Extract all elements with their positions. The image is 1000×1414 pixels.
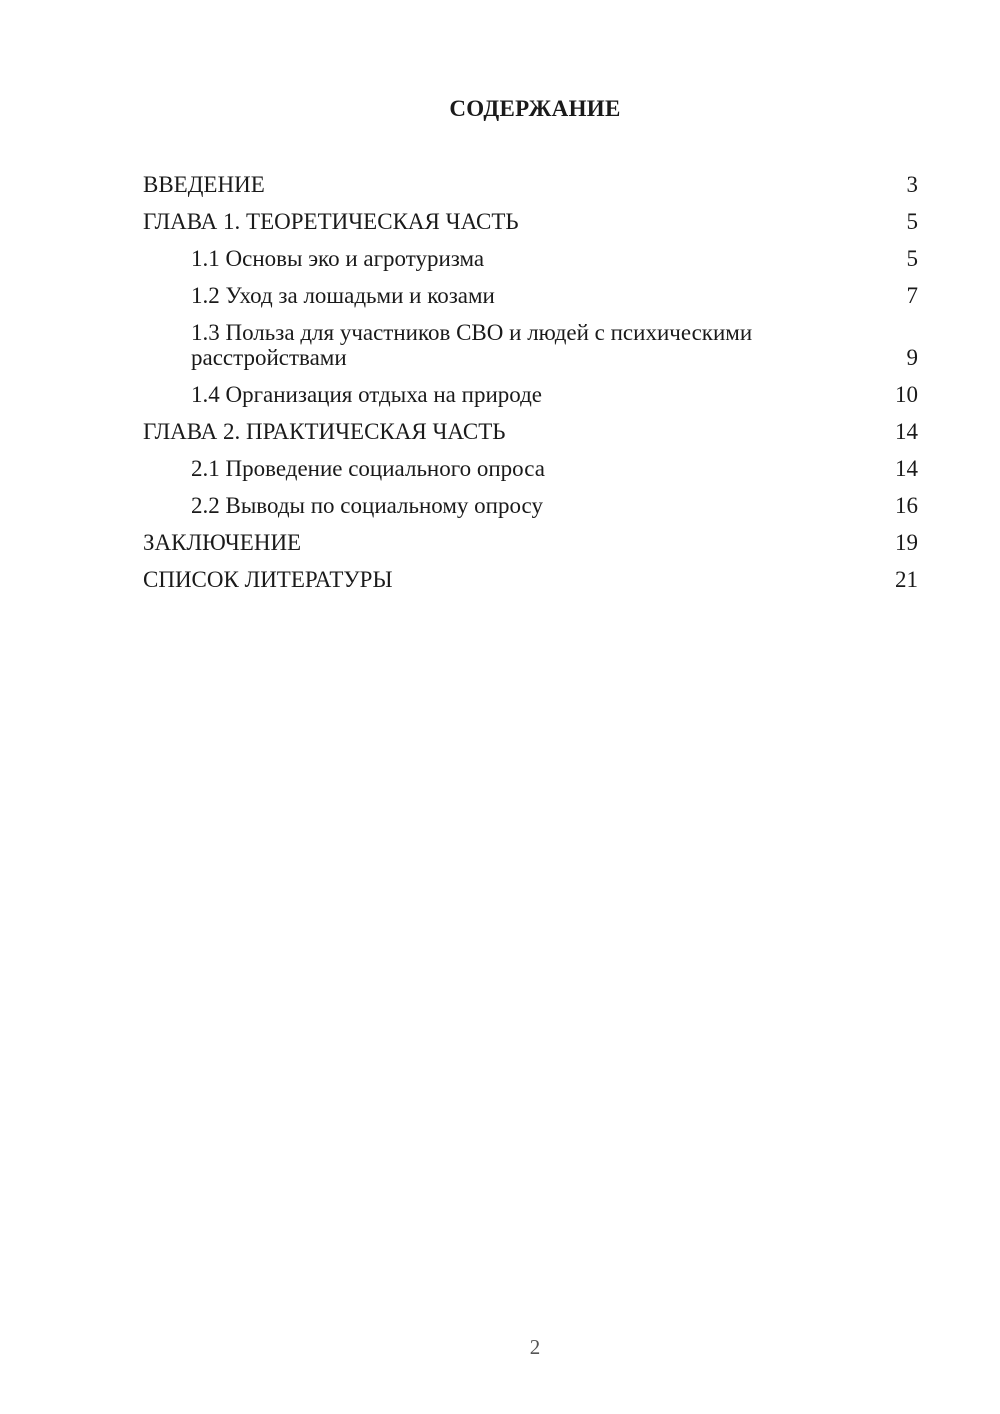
toc-entry-text: 1.2 Уход за лошадьми и козами <box>191 283 495 308</box>
toc-entry-page: 3 <box>906 172 918 197</box>
toc-entry-page: 10 <box>895 382 918 407</box>
toc-entry-section-1-3[interactable] <box>143 320 918 370</box>
page-number: 2 <box>529 1335 541 1359</box>
toc-entry-chapter-1[interactable] <box>143 209 918 234</box>
toc-entry-page: 16 <box>895 493 918 518</box>
toc-entry-references[interactable] <box>143 567 918 592</box>
toc-entry-text: ГЛАВА 1. ТЕОРЕТИЧЕСКАЯ ЧАСТЬ <box>143 209 519 234</box>
toc-entry-conclusion[interactable] <box>143 530 918 555</box>
toc-entry-chapter-2[interactable] <box>143 419 918 444</box>
toc-entry-page: 5 <box>906 209 918 234</box>
toc-title: СОДЕРЖАНИЕ <box>449 96 621 121</box>
toc-entry-page: 9 <box>906 345 918 370</box>
toc-entry-page: 21 <box>895 567 918 592</box>
toc-entry-text: 1.1 Основы эко и агротуризма <box>191 246 485 271</box>
toc-entry-text: ГЛАВА 2. ПРАКТИЧЕСКАЯ ЧАСТЬ <box>143 419 506 444</box>
table-of-contents <box>143 172 918 604</box>
toc-entry-text: 2.2 Выводы по социальному опросу <box>191 493 543 518</box>
toc-entry-page: 7 <box>906 283 918 308</box>
toc-entry-page: 14 <box>895 419 918 444</box>
toc-entry-text: 1.3 Польза для участников СВО и людей с психическими расстройствами <box>191 320 753 370</box>
toc-entry-page: 14 <box>895 456 918 481</box>
toc-entry-section-1-4[interactable] <box>143 382 918 407</box>
toc-entry-section-1-1[interactable] <box>143 246 918 271</box>
toc-entry-text: 1.4 Организация отдыха на природе <box>191 382 542 407</box>
toc-entry-text: 2.1 Проведение социального опроса <box>191 456 545 481</box>
toc-entry-text: ВВЕДЕНИЕ <box>143 172 265 197</box>
toc-entry-text: СПИСОК ЛИТЕРАТУРЫ <box>143 567 393 592</box>
toc-entry-page: 5 <box>906 246 918 271</box>
toc-entry-section-2-2[interactable] <box>143 493 918 518</box>
toc-entry-introduction[interactable] <box>143 172 918 197</box>
toc-entry-section-2-1[interactable] <box>143 456 918 481</box>
toc-entry-page: 19 <box>895 530 918 555</box>
toc-entry-text: ЗАКЛЮЧЕНИЕ <box>143 530 302 555</box>
toc-entry-section-1-2[interactable] <box>143 283 918 308</box>
